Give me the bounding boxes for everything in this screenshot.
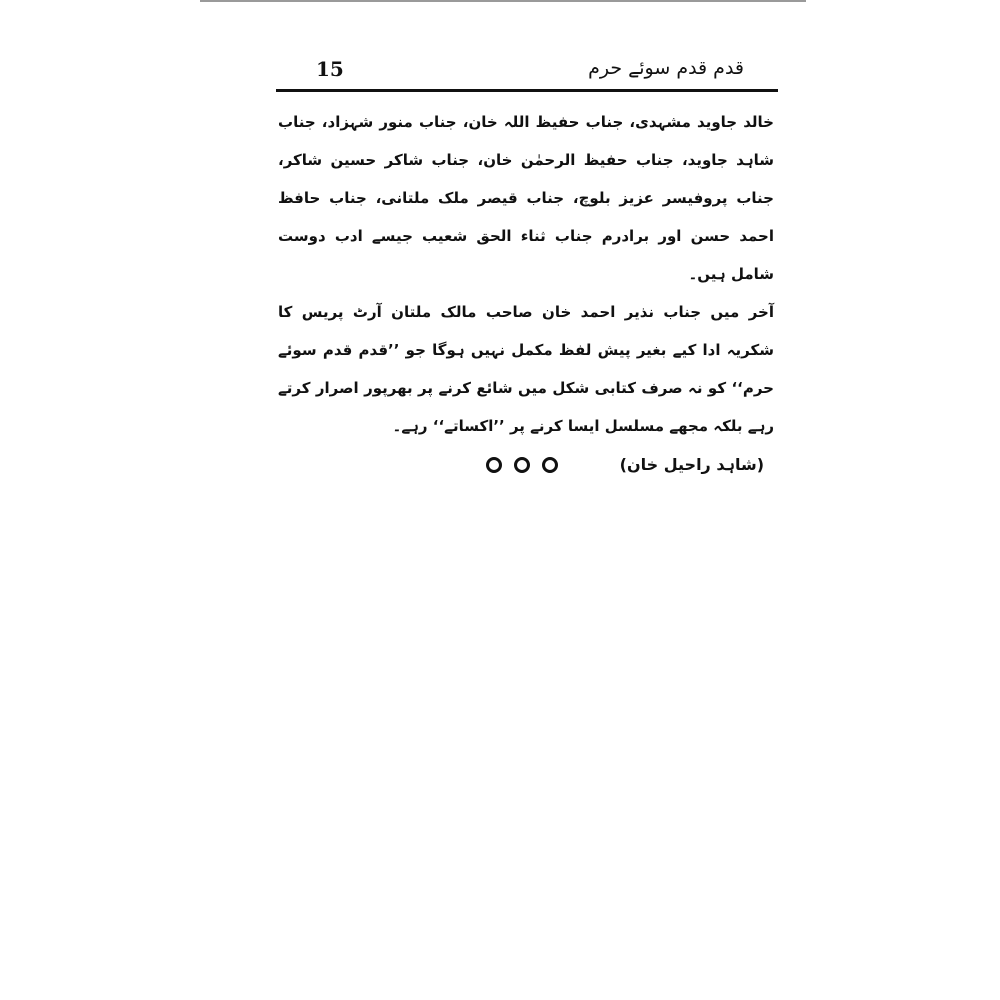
header-rule [276, 89, 778, 92]
ornament-circle [542, 457, 558, 473]
page-body [272, 103, 784, 485]
ornament-circle [486, 457, 502, 473]
page-header [272, 55, 784, 93]
page-number: 15 [316, 57, 344, 81]
book-page [272, 55, 784, 515]
author-signature: (شاہد راحیل خان) [619, 455, 764, 474]
paragraph-closing: آخر میں جناب نذیر احمد خان صاحب مالک ملتان آرٹ پریس کا شکریہ ادا کیے بغیر پیش لفظ مکمل نہیں ہوگا جو ’’قدم قدم سوئے حرم‘‘ کو نہ صرف کتابی شکل میں شائع کرنے پر بھرپور اصرار کرتے رہے بلکہ مجھے مسلسل ایسا کرنے پر ’’اکساتے‘‘ رہے۔ [278, 303, 774, 435]
paragraph-acknowledgements: خالد جاوید مشہدی، جناب حفیظ اللہ خان، جناب منور شہزاد، جناب شاہد جاوید، جناب حفیظ الرحمٰن خان، جناب شاکر حسین شاکر، جناب پروفیسر عزیز بلوچ، جناب قیصر ملک ملتانی، جناب حافظ احمد حسن اور برادرم جناب ثناء الحق شعیب جیسے ادب دوست شامل ہیں۔ [278, 113, 774, 283]
three-circles-ornament-icon [486, 454, 558, 476]
scan-top-edge [200, 0, 806, 2]
ornament-circle [514, 457, 530, 473]
running-title: قدم قدم سوئے حرم [588, 57, 744, 79]
